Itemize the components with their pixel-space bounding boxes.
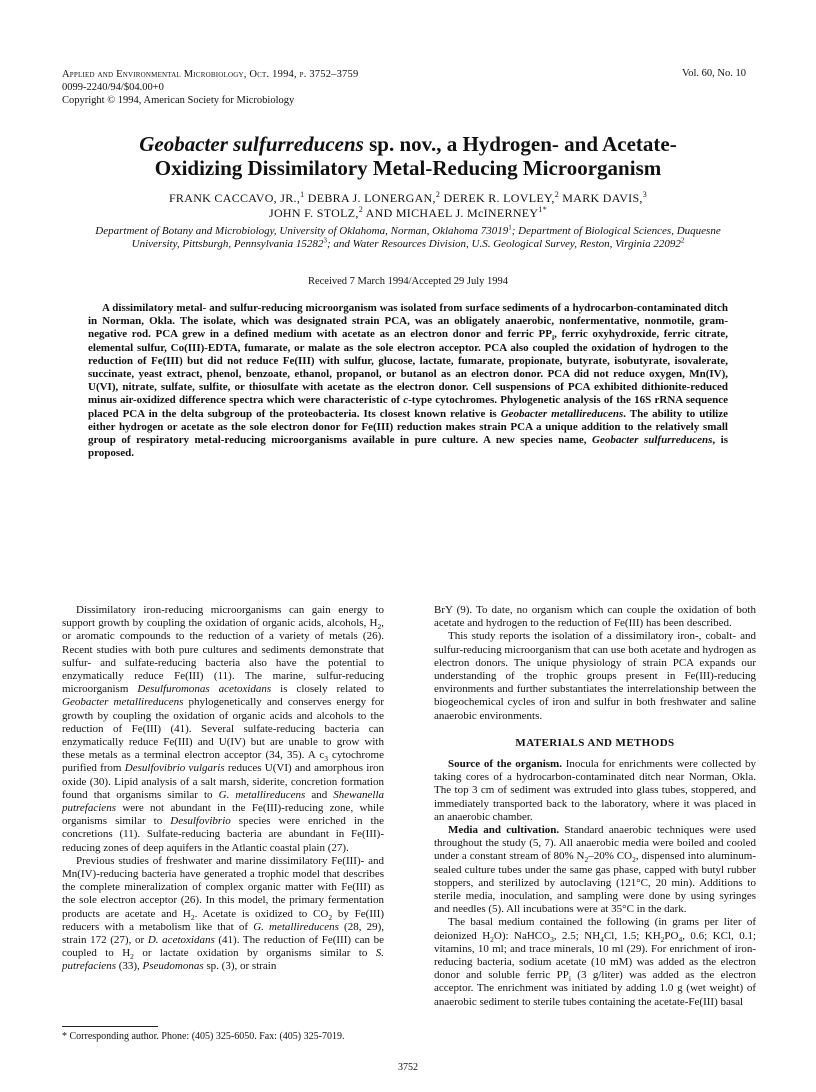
subscript: i bbox=[568, 974, 571, 984]
subscript: 3 bbox=[324, 754, 328, 764]
text: The basal medium contained the following (in grams per liter of deionized H bbox=[434, 916, 756, 942]
text: reduces U(VI) and amorphous iron oxide (30). Lipid analysis of a salt marsh, siderite, concretion formation found that organisms similar to bbox=[62, 762, 385, 801]
subscript: 2 bbox=[328, 912, 333, 922]
author-davis: MARK DAVIS, bbox=[559, 191, 643, 205]
subscript: 2 bbox=[632, 855, 636, 865]
title-species: Geobacter sulfurreducens bbox=[139, 132, 364, 156]
italic-term: G. metallireducens bbox=[218, 788, 306, 801]
section-heading-materials-methods: MATERIALS AND METHODS bbox=[515, 736, 675, 749]
text: , dispensed into aluminum-sealed culture tubes under the same gas phase, capped with butyl rubber stoppers, and sterilized by autoclaving (121°C, 20 min). Additions to sterile media, inoculation, and sampling were done by using syringes and needles (5). All incubations were at 35°C in the dark. bbox=[434, 850, 756, 916]
text: (28, 29), strain 172 (27), or bbox=[62, 920, 385, 947]
text: (41). The reduction of Fe(III) can be coupled to H bbox=[62, 934, 384, 960]
subscript: 2 bbox=[190, 912, 195, 922]
italic-term: Desulfovibrio bbox=[170, 815, 231, 828]
author-caccavo: FRANK CACCAVO, JR., bbox=[168, 191, 301, 205]
abstract-text: , ferric oxyhydroxide, ferric citrate, elemental sulfur, Co(III)-EDTA, fumarate, or malate as the sole electron acceptor. PCA also coupled the oxidation of hydrogen to the reduction of Fe(III) but did not reduce Fe(III) with sulfur, glucose, lactate, fumarate, propionate, butyrate, isobutyrate, isovalerate, succinate, yeast extract, phenol, benzoate, ethanol, propanol, or butanol as an electron donor. PCA did not reduce oxygen, Mn(IV), U(VI), nitrate, sulfate, sulfite, or thiosulfate with acetate as the electron donor. Cell suspensions of PCA exhibited dithionite-reduced minus air-oxidized difference spectra which were characteristic of bbox=[88, 328, 728, 407]
intro-continuation: BrY (9). To date, no organism which can couple the oxidation of both acetate and hydrogen to the reduction of Fe(III) has been described. bbox=[434, 604, 756, 630]
media-paragraph bbox=[434, 824, 756, 916]
text: O): NaHCO bbox=[493, 929, 551, 942]
text: , 2.5; NH bbox=[553, 929, 601, 942]
italic-term: Geobacter sulfurreducens bbox=[592, 434, 713, 447]
italic-term: Shewanella putrefaciens bbox=[62, 788, 385, 815]
text: species were enriched in the concretions (11). Sulfate-reducing bacteria are abundant in Fe(III)-reducing zones of deep aquifers in the Atlantic coastal plain (27). bbox=[62, 815, 384, 854]
text: or lactate oxidation by organisms similar to bbox=[133, 947, 376, 960]
subscript: 4 bbox=[678, 934, 683, 944]
text: cytochrome purified from bbox=[62, 749, 384, 775]
text: Previous studies of freshwater and marine dissimilatory Fe(III)- and Mn(IV)-reducing bacteria have generated a trophic model that describes the complete mineralization of complex organic matter with Fe(III) as the sole electron acceptor (26). In this model, the primary fermentation products are acetate and H bbox=[62, 854, 384, 920]
subscript: 2 bbox=[584, 855, 589, 865]
subscript: 2 bbox=[130, 952, 134, 962]
abstract-text: . The ability to utilize either hydrogen or acetate as the sole electron donor for Fe(III) reduction makes strain PCA a unique addition to the relatively small group of respiratory metal-reducing microorganisms available in pure culture. A new species name, bbox=[88, 407, 728, 447]
basal-medium-paragraph bbox=[434, 916, 756, 1008]
affiliation-3: ; and Water Resources Division, U.S. Geological Survey, Reston, Virginia 22092 bbox=[326, 238, 681, 250]
title-part-1: sp. nov., a Hydrogen- and Acetate- bbox=[363, 132, 677, 156]
subscript: 2 bbox=[660, 934, 665, 944]
text: phylogenetically and conserves energy for growth by coupling the oxidation of organic acids and alcohols to the reduction of Fe(III) (41). Several sulfate-reducing bacteria can enzymatically reduce Fe(III) and U(IV) but are unable to grow with these metals as a terminal electron acceptor (34, 35). A c bbox=[62, 696, 385, 762]
subscript: i bbox=[551, 333, 555, 343]
italic-term: c bbox=[403, 394, 409, 407]
author-list bbox=[80, 191, 736, 221]
italic-term: G. metallireducens bbox=[253, 920, 339, 933]
abstract-text: A dissimilatory metal- and sulfur-reducing microorganism was isolated from surface sediments of a hydrocarbon-contaminated ditch in Norman, Okla. The isolate, which was designated strain PCA, was an obligately anaerobic, nonfermentative, nonmotile, gram-negative rod. PCA grew in a defined medium with acetate as an electron donor and ferric PP bbox=[88, 302, 728, 341]
text: (3 g/liter) was added as the electron acceptor. The enrichment was initiated by adding 1.0 g (wet weight) of anaerobic sediment to sterile tubes containing the acetate-Fe(III) basal bbox=[434, 969, 756, 1008]
run-in-heading: Source of the organism. bbox=[448, 758, 562, 771]
issn-line: 0099-2240/94/$04.00+0 bbox=[62, 82, 164, 93]
right-column bbox=[434, 604, 756, 1009]
italic-term: Geobacter metallireducens bbox=[500, 407, 624, 420]
received-dates: Received 7 March 1994/Accepted 29 July 1994 bbox=[307, 276, 509, 287]
text: . Acetate is oxidized to CO bbox=[194, 907, 329, 920]
text: sp. (3), or strain bbox=[203, 960, 277, 973]
affiliations bbox=[90, 225, 726, 251]
left-column bbox=[62, 604, 384, 974]
text: Cl, 1.5; KH bbox=[603, 929, 661, 942]
affil-mark: 2 bbox=[554, 190, 559, 199]
text: PO bbox=[664, 929, 679, 942]
text: were not abundant in the Fe(III)-reducing zone, while organisms similar to bbox=[62, 802, 384, 828]
subscript: 2 bbox=[490, 934, 494, 944]
affil-mark: 2 bbox=[435, 190, 441, 199]
italic-term: Desulfuromonas acetoxidans bbox=[137, 683, 272, 696]
text: (33), bbox=[115, 960, 143, 973]
copyright-line: Copyright © 1994, American Society for Microbiology bbox=[62, 95, 295, 106]
author-stolz: JOHN F. STOLZ, bbox=[268, 206, 359, 220]
text: by Fe(III) reducers with a metabolism like that of bbox=[62, 907, 384, 933]
affil-mark: 3 bbox=[642, 190, 648, 199]
abstract bbox=[88, 302, 728, 460]
text: Standard anaerobic techniques were used throughout the study (5, 7). All anaerobic media were boiled and cooled under a constant stream of 80% N bbox=[434, 824, 756, 863]
abstract-text: -type cytochromes. Phylogenetic analysis of the 16S rRNA sequence placed PCA in the delta subgroup of the proteobacteria. Its closest known relative is bbox=[88, 394, 729, 420]
italic-term: S. putrefaciens bbox=[62, 947, 384, 973]
intro-paragraph-3: This study reports the isolation of a dissimilatory iron-, cobalt- and sulfur-reducing microorganism that can use both acetate and hydrogen as electron donors. The unique physiology of strain PCA expands our understanding of the trophic groups present in Fe(III)-reducing environments and further substantiates the interrelationship between the biogeochemical cycles of iron and sulfur in both freshwater and saline anaerobic environments. bbox=[434, 630, 756, 722]
footnote-divider bbox=[62, 1026, 158, 1027]
affil-mark: 1 bbox=[508, 223, 512, 232]
italic-term: Desulfovibrio vulgaris bbox=[124, 762, 225, 775]
author-lonergan: DEBRA J. LONERGAN, bbox=[304, 191, 436, 205]
italic-term: Pseudomonas bbox=[142, 960, 204, 973]
author-mcinerney: AND MICHAEL J. McINERNEY bbox=[363, 206, 539, 220]
affil-mark: 2 bbox=[680, 236, 685, 245]
affil-mark: 1* bbox=[538, 205, 547, 214]
volume-issue: Vol. 60, No. 10 bbox=[682, 68, 746, 79]
text: Dissimilatory iron-reducing microorganisms can gain energy to support growth by coupling the oxidation of organic acids, alcohols, H bbox=[62, 604, 384, 630]
italic-term: D. acetoxidans bbox=[147, 934, 215, 947]
text: and bbox=[305, 788, 334, 801]
subscript: 2 bbox=[377, 622, 382, 632]
title-part-2: Oxidizing Dissimilatory Metal-Reducing Microorganism bbox=[154, 156, 662, 180]
text: –20% CO bbox=[588, 850, 633, 863]
article-title bbox=[60, 132, 756, 180]
intro-paragraph-1 bbox=[62, 604, 384, 855]
subscript: 3 bbox=[550, 934, 554, 944]
abstract-text: , is proposed. bbox=[88, 434, 728, 460]
subscript: 4 bbox=[600, 934, 604, 944]
corresponding-author-footnote: * Corresponding author. Phone: (405) 325-6050. Fax: (405) 325-7019. bbox=[62, 1031, 345, 1042]
italic-term: Geobacter metallireducens bbox=[62, 696, 184, 709]
journal-citation: Applied and Environmental Microbiology, Oct. 1994, p. 3752–3759 bbox=[62, 69, 359, 80]
affiliation-1: Department of Botany and Microbiology, University of Oklahoma, Norman, Oklahoma 73019 bbox=[95, 225, 509, 237]
affil-mark: 1 bbox=[300, 190, 305, 199]
affil-mark: 3 bbox=[323, 236, 327, 245]
author-lovley: DEREK R. LOVLEY, bbox=[440, 191, 555, 205]
source-paragraph bbox=[434, 758, 756, 824]
intro-paragraph-2 bbox=[62, 855, 384, 974]
affil-mark: 2 bbox=[358, 205, 363, 214]
text: , 0.6; KCl, 0.1; vitamins, 10 ml; and trace minerals, 10 ml (29). For enrichment of iron-reducing bacteria, sodium acetate (10 mM) was added as the electron donor and soluble ferric PP bbox=[434, 929, 757, 982]
run-in-heading: Media and cultivation. bbox=[448, 824, 560, 837]
text: , or aromatic compounds to the reduction of a variety of metals (26). Recent studies with both pure cultures and sediments demonstrate that sulfur- and sulfate-reducing bacteria also have the potential to enzymatically reduce Fe(III) (11). The marine, sulfur-reducing microorganism bbox=[62, 617, 384, 696]
text: Inocula for enrichments were collected by taking cores of a hydrocarbon-contaminated ditch near Norman, Okla. The top 3 cm of sediment was extruded into glass tubes, stoppered, and immediately transported back to the laboratory, where it was placed in an anaerobic chamber. bbox=[434, 758, 757, 823]
page-number: 3752 bbox=[398, 1062, 418, 1073]
affiliation-2: ; Department of Biological Sciences, Duquesne University, Pittsburgh, Pennsylvania 15282 bbox=[131, 225, 721, 250]
text: is closely related to bbox=[271, 683, 384, 696]
journal-header bbox=[62, 68, 358, 107]
